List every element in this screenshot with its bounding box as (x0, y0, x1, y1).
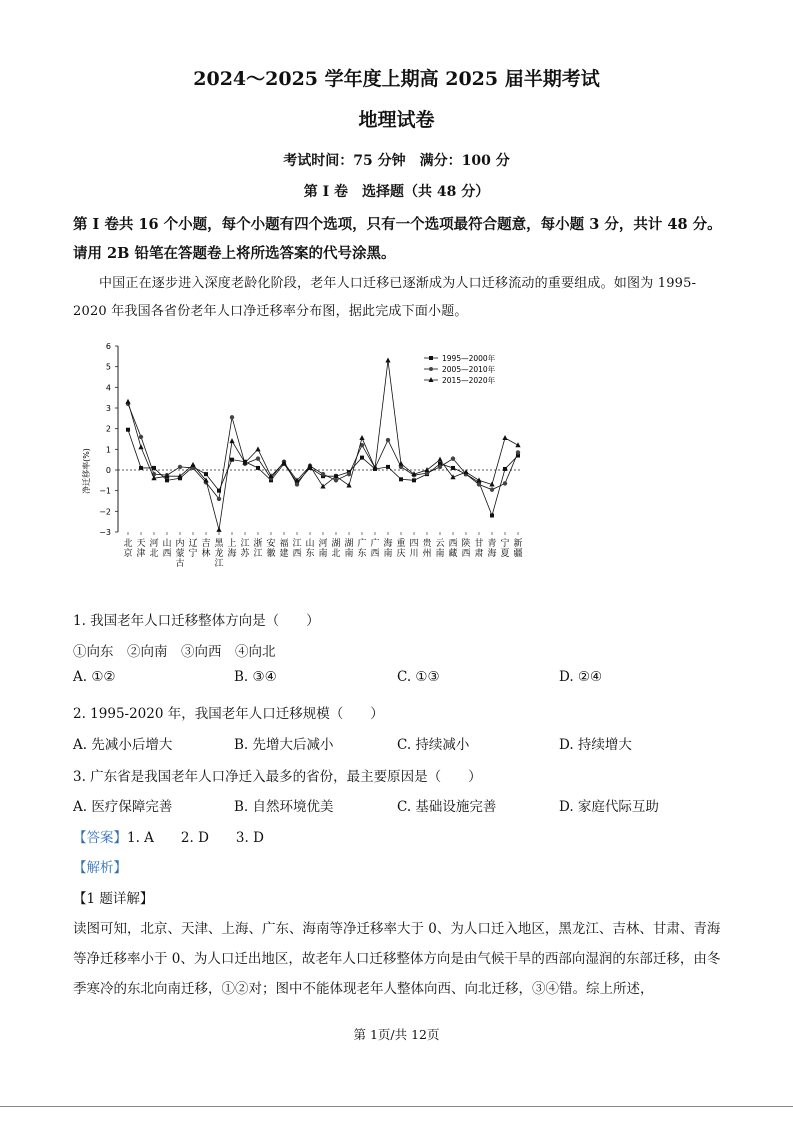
x-tick-label: 浙江 (253, 539, 263, 559)
answer-line (73, 826, 264, 846)
option-b[interactable]: B. 先增大后减小 (234, 737, 334, 753)
point-triangle (359, 435, 364, 440)
point-circle (178, 465, 182, 469)
x-tick-label: 河北 (149, 539, 159, 559)
legend-marker (429, 367, 433, 371)
legend-label: 2015—2020年 (442, 376, 496, 385)
y-tick-label: 0 (105, 466, 111, 475)
option-c[interactable]: C. 基础设施完善 (397, 799, 497, 815)
x-tick-label: 湖北 (331, 539, 341, 559)
point-triangle (138, 444, 143, 449)
x-tick-label: 河南 (318, 539, 328, 559)
x-tick-label: 西藏 (448, 539, 458, 559)
exam-title: 2024～2025 学年度上期高 2025 届半期考试 (193, 68, 600, 90)
y-tick-label: 3 (105, 404, 111, 413)
x-tick-label: 广西 (370, 539, 380, 559)
point-circle (295, 482, 299, 486)
point-square (139, 466, 143, 470)
page-footer: 第 1页/共 12页 (353, 1027, 440, 1042)
question-2-stem: 2. 1995-2020 年，我国老年人口迁移规模（ ） (73, 706, 384, 722)
point-circle (477, 482, 481, 486)
option-c[interactable]: C. 持续减小 (397, 737, 470, 753)
point-triangle (216, 527, 221, 532)
x-tick-label: 广东 (357, 539, 367, 559)
x-tick-label: 辽宁 (188, 539, 198, 559)
point-circle (490, 487, 494, 491)
migration-chart (78, 336, 528, 586)
x-tick-label: 江西 (292, 539, 302, 559)
legend-label: 2005—2010年 (442, 365, 496, 374)
x-tick-label: 上海 (227, 539, 237, 559)
point-square (451, 466, 455, 470)
point-square (165, 478, 169, 482)
x-tick-label: 重庆 (396, 539, 406, 559)
instructions: 第 I 卷共 16 个小题，每个小题有四个选项，只有一个选项最符合题意，每小题 3 分，共计 48 分。请用 2B 铅笔在答题卷上将所选答案的代号涂黑。 (73, 216, 722, 262)
point-square (490, 513, 494, 517)
legend-marker (429, 356, 433, 360)
sub-heading: 【1 题详解】 (73, 891, 154, 907)
y-tick-label: 2 (105, 424, 111, 434)
question-1-choices: ①向东 ②向南 ③向西 ④向北 (73, 644, 276, 660)
point-circle (438, 465, 442, 469)
point-square (256, 466, 260, 470)
x-tick-label: 四川 (409, 539, 419, 559)
explanation-text: 读图可知，北京、天津、上海、广东、海南等净迁移率大于 0、为人口迁入地区，黑龙江、吉林、甘肃、青海等净迁移率小于 0、为人口迁出地区，故老年人口迁移整体方向是由气候干旱的西部向湿润的东部迁移，由冬季寒冷的东北向南迁移，①②对；图中不能体现老年人整体向西、向北迁移，③④错。综上所述， (73, 921, 721, 997)
x-tick-label: 陕西 (461, 539, 471, 559)
intro-paragraph: 中国正在逐步进入深度老龄化阶段，老年人口迁移已逐渐成为人口迁移流动的重要组成。如图为 1995-2020 年我国各省份老年人口净迁移率分布图，据此完成下面小题。 (73, 276, 697, 319)
x-tick-label: 吉林 (201, 539, 211, 559)
x-tick-label: 山西 (162, 539, 172, 559)
x-tick-label: 天津 (136, 539, 146, 559)
x-tick-label: 宁夏 (500, 539, 510, 559)
option-c[interactable]: C. ①③ (397, 669, 440, 685)
x-tick-label: 福建 (279, 539, 289, 559)
x-tick-label: 山东 (305, 539, 315, 559)
point-circle (256, 456, 260, 460)
point-triangle (346, 483, 351, 488)
analysis-tag: 【解析】 (73, 860, 127, 876)
x-tick-label: 黑龙江 (214, 539, 224, 569)
point-circle (451, 456, 455, 460)
y-tick-label: −1 (99, 486, 111, 496)
legend-marker (429, 377, 434, 382)
point-circle (516, 450, 520, 454)
section-title: 第 I 卷 选择题（共 48 分） (303, 184, 490, 200)
point-circle (217, 497, 221, 501)
x-tick-label: 海南 (383, 539, 393, 559)
option-d[interactable]: D. 家庭代际互助 (559, 799, 659, 815)
point-triangle (476, 477, 481, 482)
point-circle (139, 435, 143, 439)
point-triangle (190, 462, 195, 467)
option-a[interactable]: A. 医疗保障完善 (73, 799, 173, 815)
point-square (204, 472, 208, 476)
question-1-stem: 1. 我国老年人口迁移整体方向是（ ） (73, 613, 320, 629)
question-1-options (0, 669, 793, 689)
question-3-stem: 3. 广东省是我国老年人口净迁入最多的省份，最主要原因是（ ） (73, 769, 482, 785)
question-2-options (0, 733, 793, 753)
point-circle (334, 478, 338, 482)
point-triangle (125, 399, 130, 404)
point-triangle (424, 467, 429, 472)
x-tick-label: 甘肃 (474, 539, 484, 559)
y-tick-label: −2 (99, 507, 111, 517)
point-triangle (385, 357, 390, 362)
point-triangle (515, 442, 520, 447)
point-square (399, 477, 403, 481)
option-b[interactable]: B. ③④ (234, 669, 277, 685)
y-axis-label: 净迁移率(%) (82, 448, 91, 494)
x-tick-label: 江苏 (240, 539, 250, 559)
x-tick-label: 湖南 (344, 539, 354, 559)
x-tick-label: 云南 (435, 539, 445, 559)
answer-text: 1. A 2. D 3. D (127, 830, 264, 846)
page-bottom-divider (0, 1106, 793, 1107)
x-tick-label: 青海 (487, 539, 497, 559)
question-3-options (0, 795, 793, 815)
x-tick-label: 贵州 (422, 539, 432, 559)
y-tick-label: 1 (105, 445, 111, 455)
legend-label: 1995—2000年 (442, 354, 496, 363)
option-d[interactable]: D. ②④ (559, 669, 603, 685)
point-square (412, 478, 416, 482)
point-square (503, 467, 507, 471)
point-square (126, 428, 130, 432)
point-triangle (437, 457, 442, 462)
point-square (386, 465, 390, 469)
point-triangle (255, 446, 260, 451)
answer-tag: 【答案】 (73, 830, 127, 846)
point-circle (386, 438, 390, 442)
point-triangle (229, 438, 234, 443)
point-circle (230, 415, 234, 419)
point-circle (347, 472, 351, 476)
y-tick-label: −3 (99, 528, 111, 537)
point-triangle (177, 473, 182, 478)
y-tick-label: 6 (105, 342, 111, 351)
point-circle (321, 472, 325, 476)
point-square (360, 456, 364, 460)
x-tick-label: 安徽 (266, 539, 276, 559)
series-line (128, 360, 518, 529)
point-triangle (502, 435, 507, 440)
option-b[interactable]: B. 自然环境优美 (234, 799, 334, 815)
exam-meta: 考试时间：75 分钟 满分：100 分 (283, 153, 510, 169)
y-tick-label: 4 (105, 383, 111, 393)
option-d[interactable]: D. 持续增大 (559, 737, 632, 753)
x-tick-label: 北京 (123, 539, 133, 559)
x-tick-label: 内蒙古 (175, 539, 185, 569)
option-a[interactable]: A. ①② (73, 669, 116, 685)
point-square (230, 458, 234, 462)
point-circle (503, 481, 507, 485)
y-tick-label: 5 (105, 362, 111, 372)
x-tick-label: 新疆 (513, 539, 523, 559)
subject-title: 地理试卷 (358, 109, 435, 131)
option-a[interactable]: A. 先减小后增大 (73, 737, 173, 753)
